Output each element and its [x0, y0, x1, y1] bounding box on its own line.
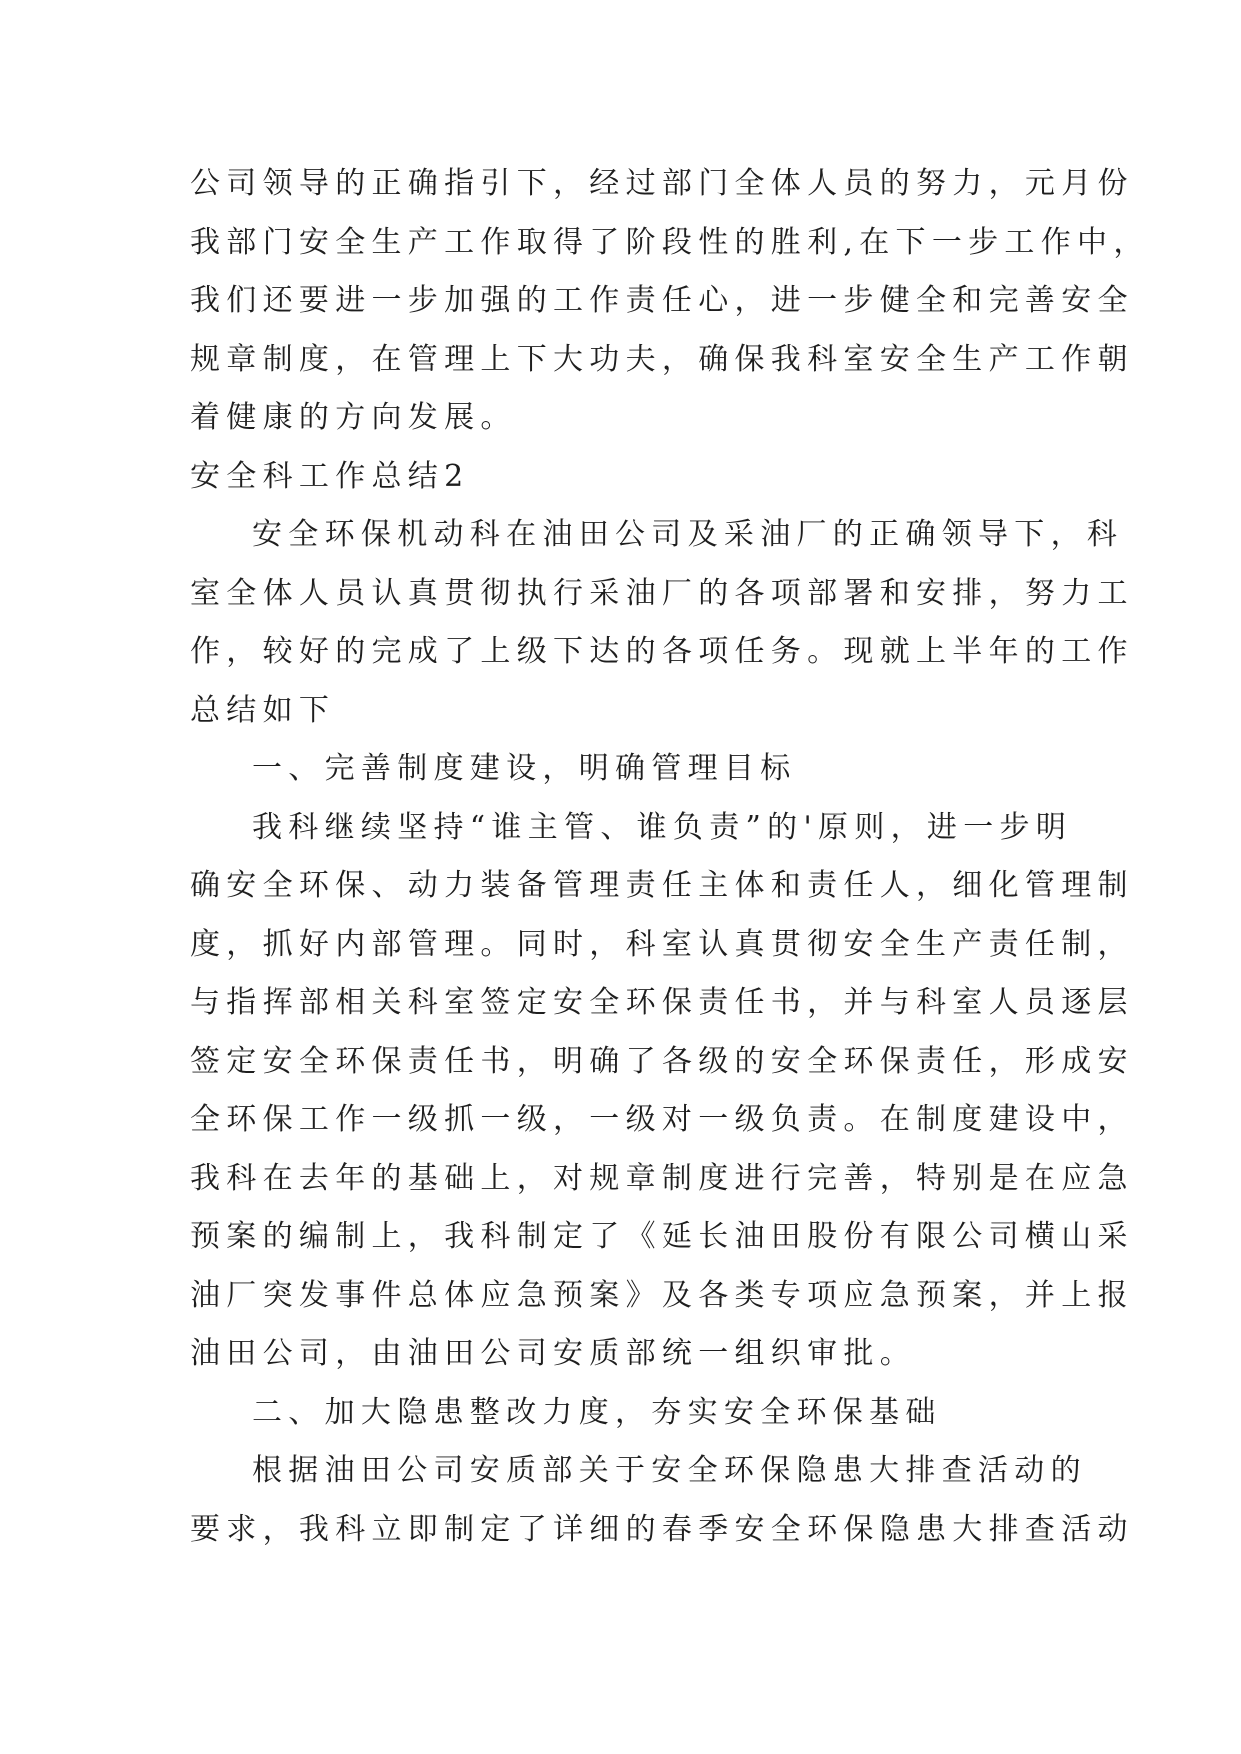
- text-line: 室全体人员认真贯彻执行采油厂的各项部署和安排，努力工: [190, 575, 1134, 611]
- subsection-heading: 一、完善制度建设，明确管理目标: [252, 751, 797, 786]
- section-heading: 安全科工作总结2: [190, 458, 470, 494]
- text-line: 着健康的方向发展。: [190, 400, 517, 435]
- text-line: 预案的编制上，我科制定了《延长油田股份有限公司横山采: [190, 1219, 1134, 1254]
- text-line: 我们还要进一步加强的工作责任心，进一步健全和完善安全: [190, 283, 1134, 318]
- paragraph-start: 根据油田公司安质部关于安全环保隐患大排查活动的: [252, 1453, 1087, 1488]
- paragraph-start: 我科继续坚持“谁主管、谁负责”的'原则，进一步明: [252, 809, 1073, 845]
- text-line: 度，抓好内部管理。同时，科室认真贯彻安全生产责任制，: [190, 926, 1134, 962]
- text-line: 确安全环保、动力装备管理责任主体和责任人，细化管理制: [190, 868, 1134, 903]
- subsection-heading: 二、加大隐患整改力度，夯实安全环保基础: [252, 1394, 942, 1430]
- text-line: 与指挥部相关科室签定安全环保责任书，并与科室人员逐层: [190, 985, 1134, 1020]
- text-line: 我部门安全生产工作取得了阶段性的胜利,在下一步工作中，: [190, 224, 1150, 260]
- text-line: 油厂突发事件总体应急预案》及各类专项应急预案，并上报: [190, 1277, 1134, 1313]
- text-line: 签定安全环保责任书，明确了各级的安全环保责任，形成安: [190, 1043, 1134, 1079]
- paragraph-start: 安全环保机动科在油田公司及采油厂的正确领导下，科: [252, 517, 1124, 552]
- text-line: 全环保工作一级抓一级，一级对一级负责。在制度建设中，: [190, 1102, 1134, 1137]
- text-line: 作，较好的完成了上级下达的各项任务。现就上半年的工作: [190, 634, 1134, 669]
- text-line: 规章制度，在管理上下大功夫，确保我科室安全生产工作朝: [190, 341, 1134, 377]
- text-line: 油田公司，由油田公司安质部统一组织审批。: [190, 1336, 916, 1371]
- document-body: [190, 155, 1150, 1559]
- text-line: 总结如下: [190, 692, 336, 728]
- text-line: 公司领导的正确指引下，经过部门全体人员的努力，元月份: [190, 166, 1134, 201]
- text-line: 要求，我科立即制定了详细的春季安全环保隐患大排查活动: [190, 1511, 1134, 1547]
- text-line: 我科在去年的基础上，对规章制度进行完善，特别是在应急: [190, 1160, 1134, 1196]
